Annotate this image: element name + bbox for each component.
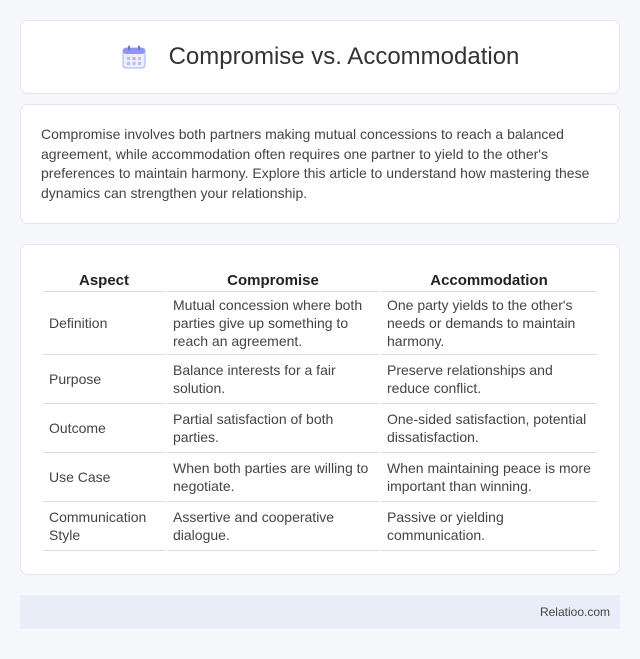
page-title: Compromise vs. Accommodation [168,43,520,70]
cell-accommodation: One-sided satisfaction, potential dissatisfaction. [381,404,597,453]
table-header-row [43,265,597,292]
intro-paragraph: Compromise involves both partners making mutual concessions to reach a balanced agreement, while accommodation often requires one partner to yield to the other's preferences to maintain harmony. Explore this article to understand how mastering these dynamics can strengthen your relationship. [41,126,590,201]
cell-compromise: Assertive and cooperative dialogue. [167,502,379,551]
header-accommodation: Accommodation [381,265,597,292]
intro-card [20,104,620,224]
comparison-table-card [20,244,620,575]
header-compromise: Compromise [167,265,379,292]
cell-compromise: When both parties are willing to negotiate. [167,453,379,502]
footer-brand[interactable]: Relatioo.com [539,605,610,619]
cell-accommodation: Preserve relationships and reduce conflict. [381,355,597,404]
cell-aspect: Purpose [43,355,165,404]
cell-aspect: Outcome [43,404,165,453]
table-row [43,355,597,404]
cell-compromise: Mutual concession where both parties give up something to reach an agreement. [167,292,379,355]
table-row [43,453,597,502]
cell-aspect: Definition [43,292,165,355]
title-card [20,20,620,94]
cell-compromise: Balance interests for a fair solution. [167,355,379,404]
cell-accommodation: When maintaining peace is more important than winning. [381,453,597,502]
cell-aspect: Use Case [43,453,165,502]
table-row [43,502,597,551]
calendar-icon [121,44,147,70]
comparison-table [41,265,599,551]
cell-accommodation: One party yields to the other's needs or demands to maintain harmony. [381,292,597,355]
table-row [43,404,597,453]
table-row [43,292,597,355]
cell-aspect: Communication Style [43,502,165,551]
header-aspect: Aspect [43,265,165,292]
cell-accommodation: Passive or yielding communication. [381,502,597,551]
footer [20,595,620,629]
cell-compromise: Partial satisfaction of both parties. [167,404,379,453]
